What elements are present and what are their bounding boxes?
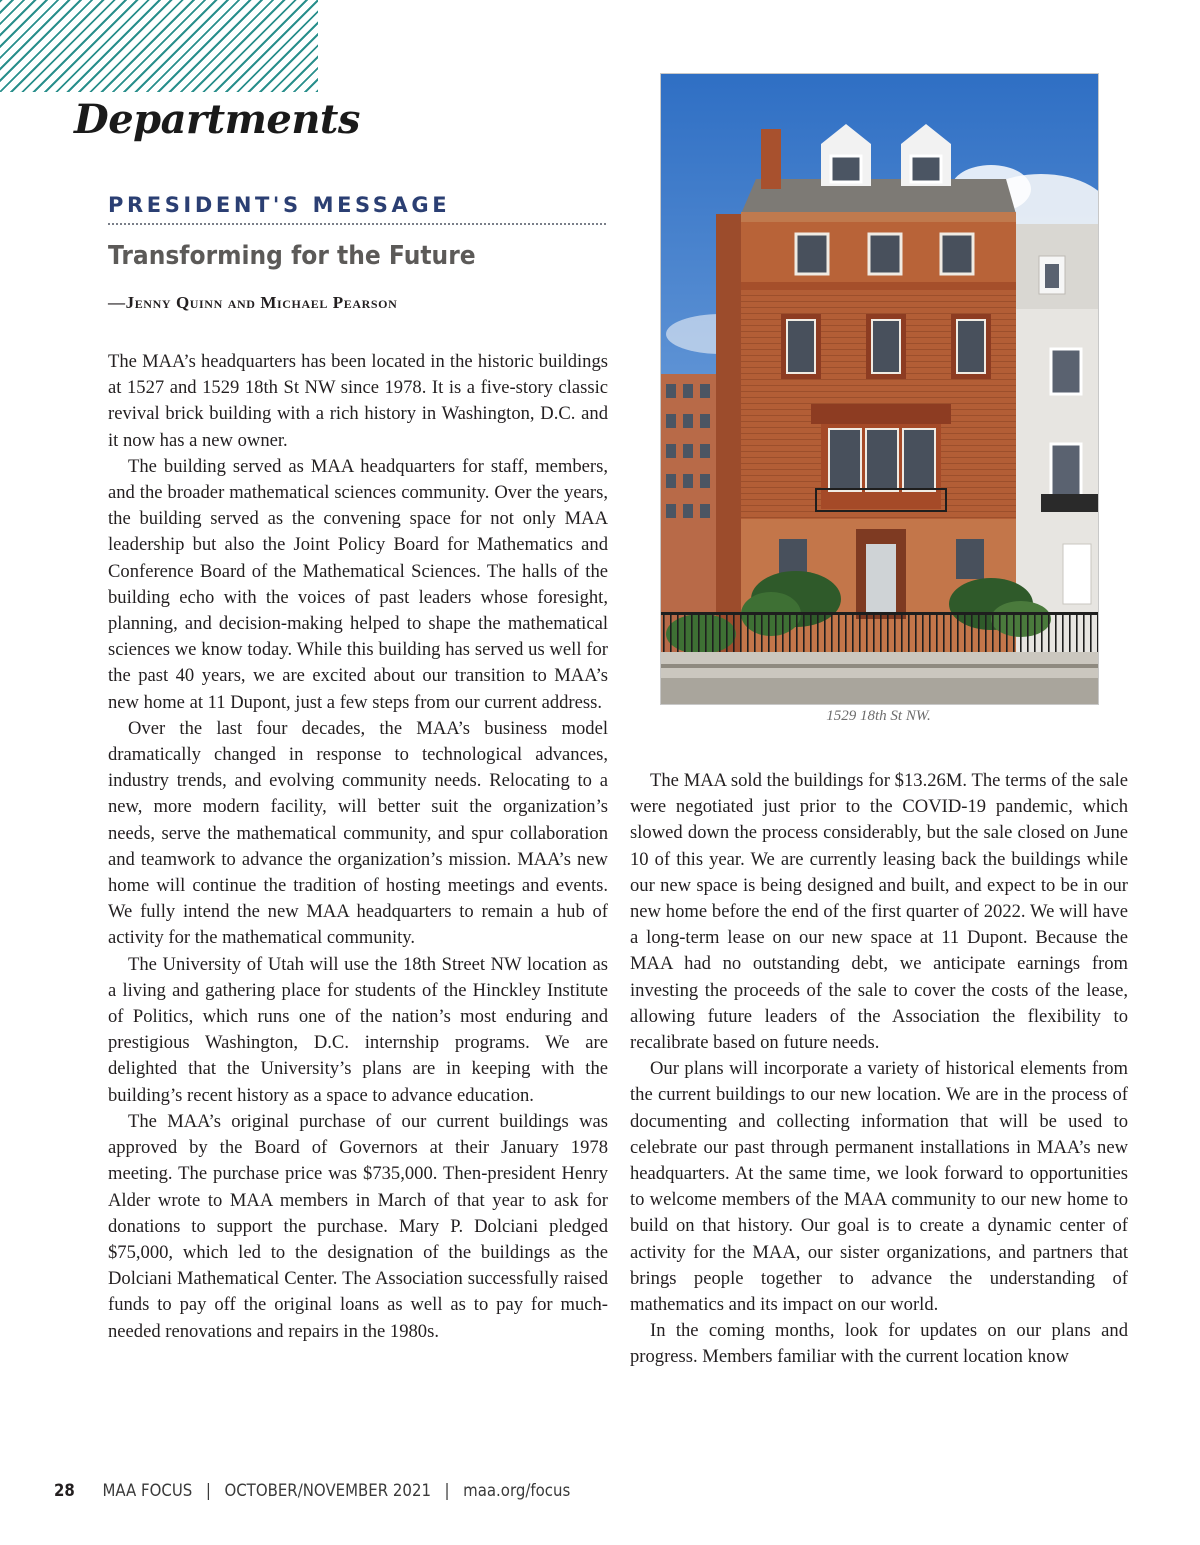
paragraph: In the coming months, look for updates on our plans and progress. Members familiar with the current location know	[630, 1320, 1128, 1368]
page-footer	[54, 1481, 570, 1501]
article-byline: —Jenny Quinn and Michael Pearson	[108, 293, 398, 312]
paragraph: The MAA’s headquarters has been located in the historic buildings at 1527 and 1529 18th St NW since 1978. It is a five-story classic revival brick building with a rich history in Washington, D.C. and it now has a new owner.	[108, 351, 608, 451]
article-headline: Transforming for the Future	[108, 241, 476, 271]
article-column-right	[630, 768, 1128, 1371]
issue-date: OCTOBER/NOVEMBER 2021	[224, 1481, 431, 1501]
department-kicker	[108, 193, 606, 225]
section-title: Departments	[74, 96, 360, 143]
footer-separator: |	[444, 1481, 450, 1501]
paragraph: Over the last four decades, the MAA’s business model dramatically changed in response to technological advances, industry trends, and evolving community needs. Relocating to a new, more modern facility, will better suit the organization’s needs, serve the mathematical community, and spur collaboration and teamwork to advance the organization’s mission. MAA’s new home will continue the tradition of hosting meetings and events. We fully intend the new MAA headquarters to remain a hub of activity for the mathematical community.	[108, 717, 608, 949]
article-column-left	[108, 349, 608, 1345]
publication-url[interactable]: maa.org/focus	[463, 1481, 571, 1501]
building-illustration	[661, 74, 1098, 704]
paragraph: Our plans will incorporate a variety of historical elements from the current buildings to our new location. We are in the process of documenting and collecting information that will be used to celebrate our past through permanent installations in MAA’s new headquarters. At the same time, we look forward to opportunities to welcome members of the MAA community to our new home to build on that history. Our goal is to create a dynamic center of activity for the MAA, our sister organizations, and partners that brings people together to advance the understanding of mathematics and its impact on our world.	[630, 1058, 1128, 1316]
decorative-stripe-pattern	[0, 0, 318, 92]
page-number: 28	[54, 1481, 75, 1501]
paragraph: The MAA’s original purchase of our current buildings was approved by the Board of Governors at their January 1978 meeting. The purchase price was $735,000. Then-president Henry Alder wrote to MAA members in March of that year to ask for donations to support the purchase. Mary P. Dolciani pledged $75,000, which led to the designation of the buildings as the Dolciani Mathematical Center. The Association successfully raised funds to pay off the original loans as well as to pay for much-needed renovations and repairs in the 1980s.	[108, 1110, 608, 1342]
kicker-label: PRESIDENT'S MESSAGE	[108, 193, 451, 217]
paragraph: The building served as MAA headquarters for staff, members, and the broader mathematical sciences community. Over the years, the building served as the convening space for not only MAA leadership but also the Joint Policy Board for Mathematics and Conference Board of the Mathematical Sciences. The halls of the building echo with the voices of past leaders whose foresight, planning, and decision-making helped to shape the mathematical sciences we know today. While this building has served us well for the past 40 years, we are excited about our transition to MAA’s new home at 11 Dupont, just a few steps from our current address.	[108, 455, 608, 713]
paragraph: The MAA sold the buildings for $13.26M. The terms of the sale were negotiated just prior to the COVID-19 pandemic, which slowed down the process considerably, but the sale closed on June 10 of this year. We are currently leasing back the buildings while our new space is being designed and built, and expect to be in our new home before the end of the first quarter of 2022. We will have a long-term lease on our new space at 11 Dupont. Because the MAA had no outstanding debt, we anticipate earnings from investing the proceeds of the sale to cover the costs of the lease, allowing future leaders of the Association the flexibility to recalibrate based on future needs.	[630, 770, 1128, 1054]
photo-caption: 1529 18th St NW.	[826, 708, 931, 724]
paragraph: The University of Utah will use the 18th Street NW location as a living and gathering place for students of the Hinckley Institute of Politics, which runs one of the nation’s most enduring and prestigious Washington, D.C. internship programs. We are delighted that the University’s plans are in keeping with the building’s recent history as a space to advance education.	[108, 953, 608, 1106]
building-photo	[660, 73, 1099, 705]
publication-name: MAA FOCUS	[102, 1481, 193, 1501]
footer-separator: |	[205, 1481, 211, 1501]
